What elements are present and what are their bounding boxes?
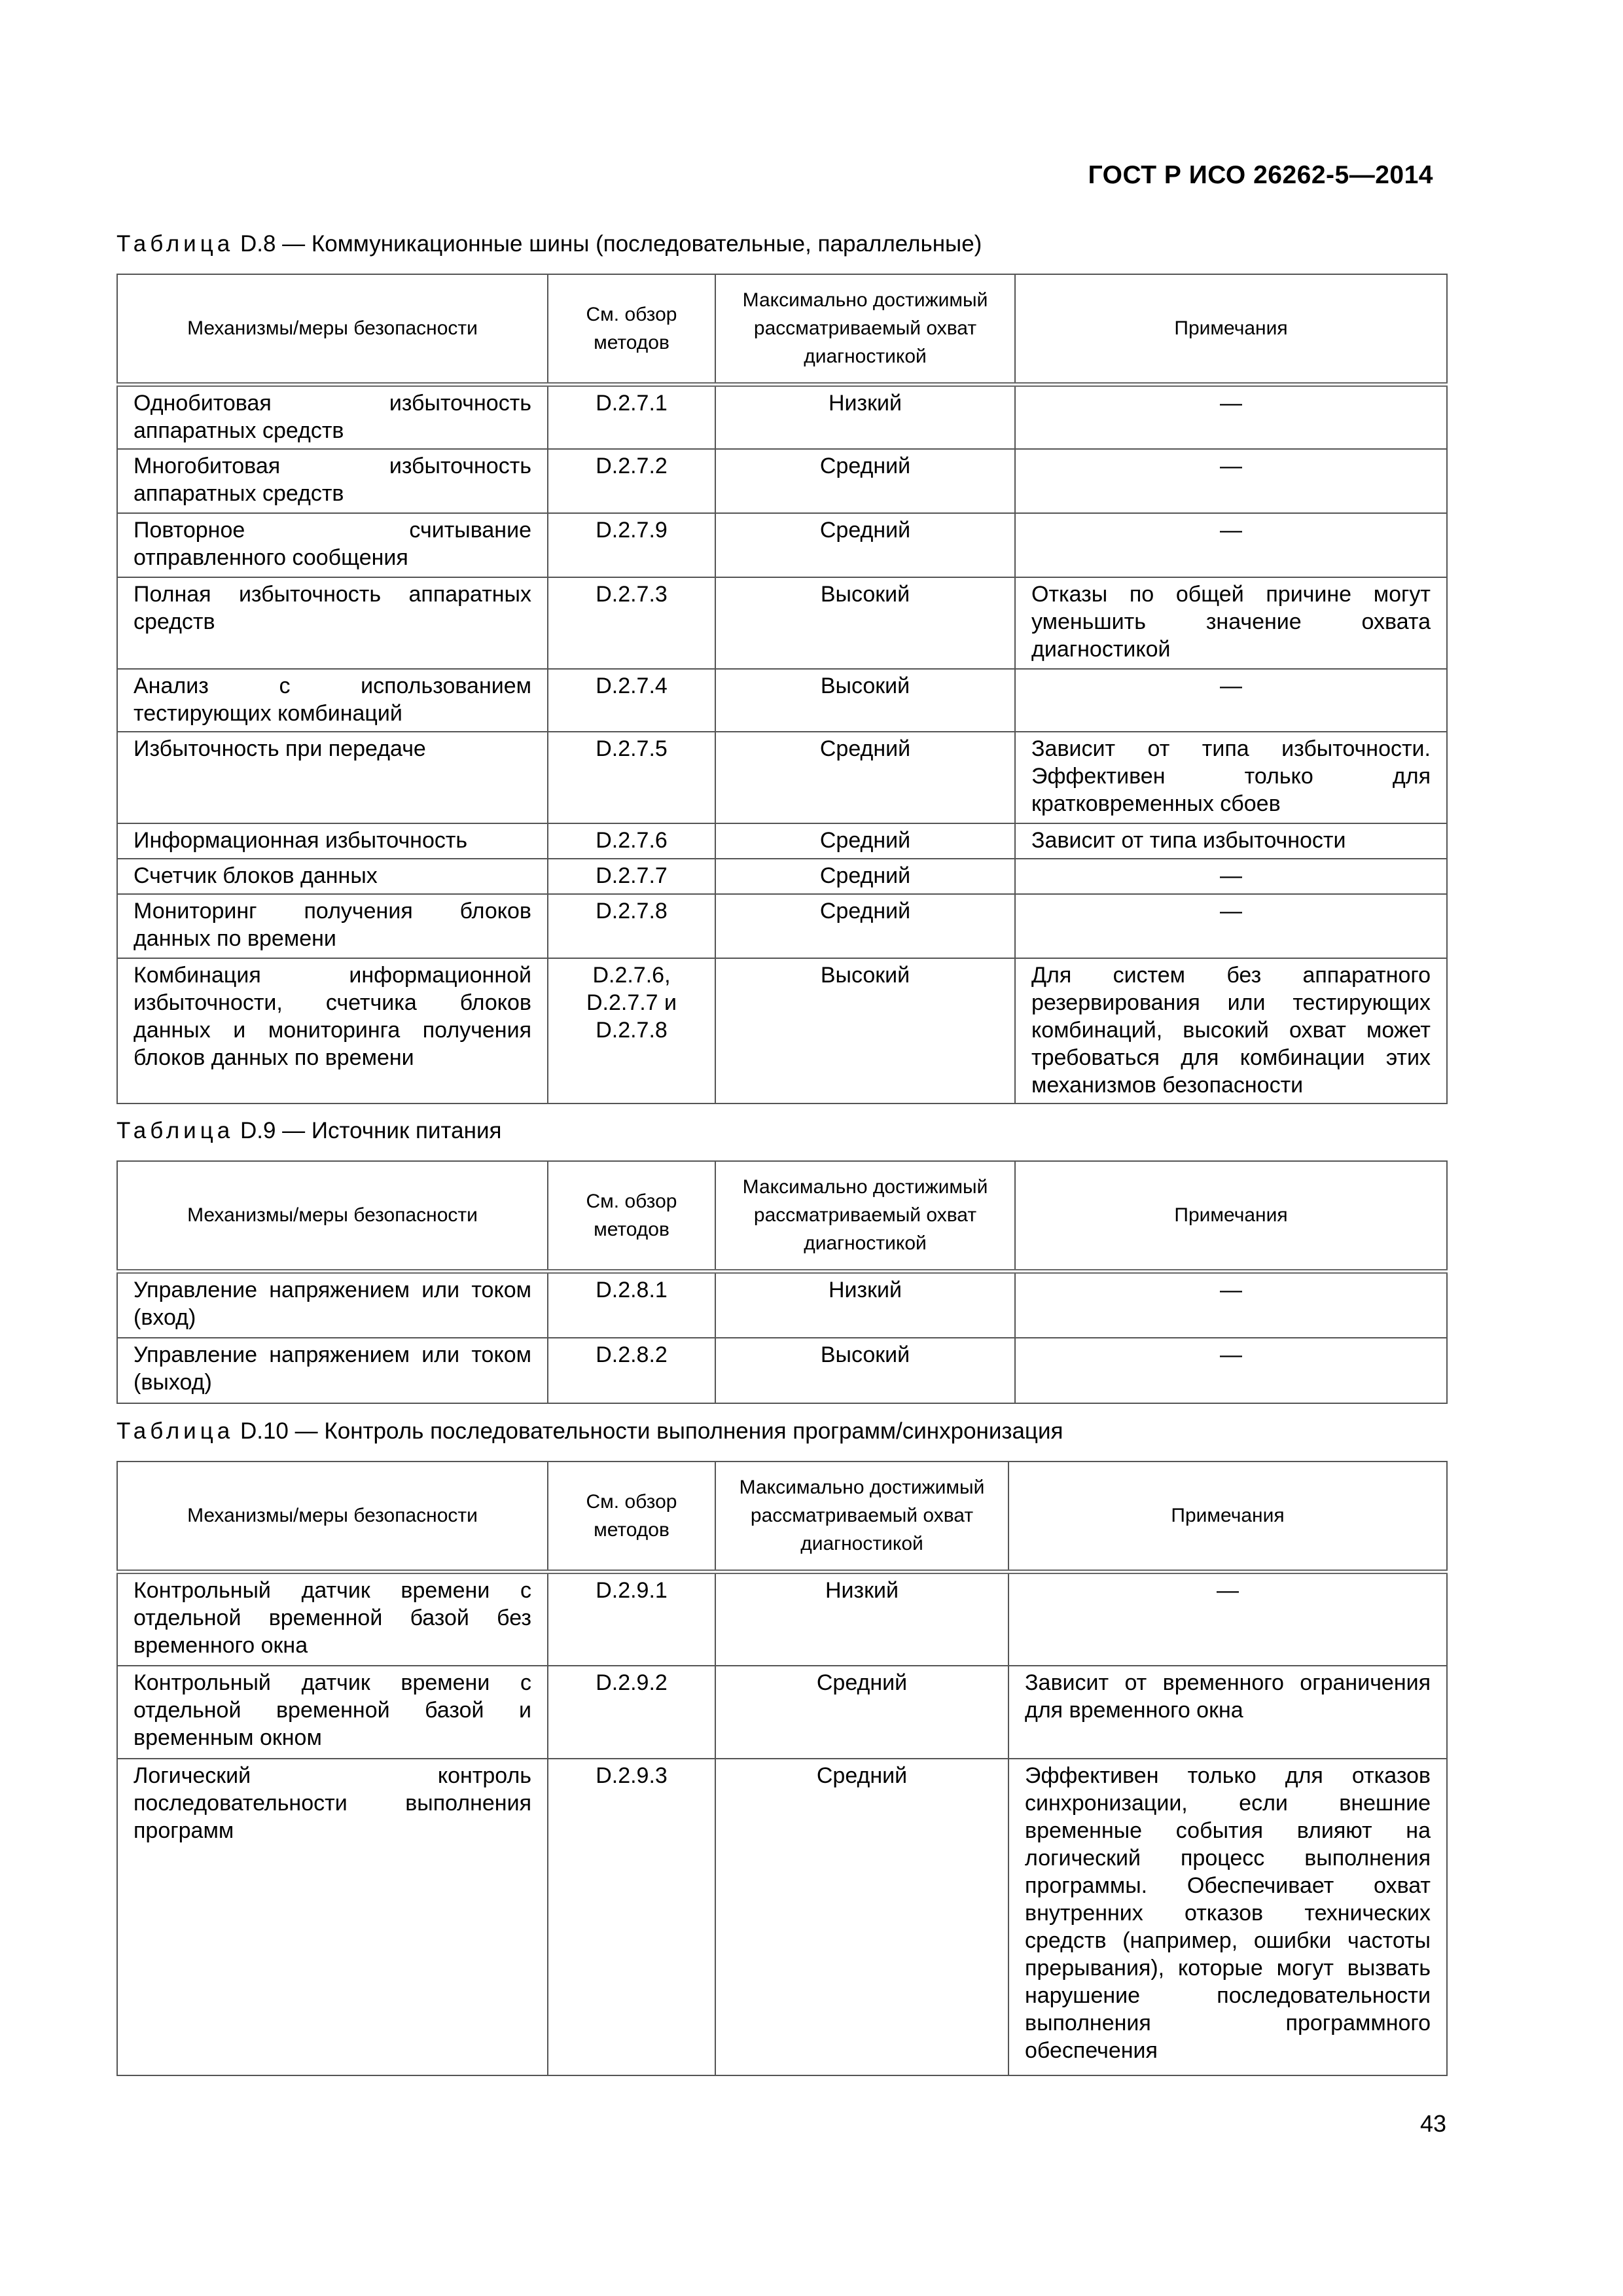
table-d9 [116,1160,1448,1404]
table-row [117,859,1447,894]
note-cell: Для систем без аппаратного резервирования или тестирующих комбинаций, высокий охват может требоваться для комбинации этих механизмов безопасности [1015,958,1447,1103]
coverage-cell: Высокий [715,577,1015,669]
coverage-cell: Низкий [715,1271,1015,1338]
document-header: ГОСТ Р ИСО 26262-5—2014 [1088,161,1433,189]
table-label: Таблица [116,1118,234,1143]
note-cell: — [1015,1271,1447,1338]
coverage-cell: Средний [715,732,1015,823]
coverage-cell: Средний [715,513,1015,577]
note-cell: — [1015,669,1447,732]
coverage-cell: Средний [715,894,1015,958]
mechanism-cell: Логический контроль последовательности выполнения программ [117,1759,548,2075]
mechanism-cell: Комбинация информационной избыточности, счетчика блоков данных и мониторинга получения блоков данных по времени [117,958,548,1103]
ref-cell: D.2.9.1 [548,1571,715,1666]
page-number: 43 [1419,2110,1446,2137]
mechanism-cell: Полная избыточность аппаратных средств [117,577,548,669]
table-caption-d10 [116,1418,1063,1445]
column-header-ref: См. обзор методов [548,1161,715,1271]
column-header-ref: См. обзор методов [548,274,715,384]
note-cell: Эффективен только для отказов синхронизации, если внешние временные события влияют на логический процесс выполнения программы. Обеспечивает охват внутренних отказов технических средств (например, ошибки частоты прерывания), которые могут вызвать нарушение последовательности выполнения программного обеспечения [1008,1759,1447,2075]
mechanism-cell: Управление напряжением или током (вход) [117,1271,548,1338]
coverage-cell: Средний [715,859,1015,894]
table-title: D.9 — Источник питания [240,1118,502,1143]
note-cell: — [1015,1338,1447,1403]
ref-cell: D.2.7.9 [548,513,715,577]
ref-cell: D.2.8.2 [548,1338,715,1403]
table-label: Таблица [116,1418,234,1444]
column-header-note: Примечания [1015,1161,1447,1271]
mechanism-cell: Контрольный датчик времени с отдельной временной базой и временным окном [117,1666,548,1759]
mechanism-cell: Избыточность при передаче [117,732,548,823]
coverage-cell: Средний [715,1666,1008,1759]
ref-cell: D.2.7.8 [548,894,715,958]
column-header-mechanism: Механизмы/меры безопасности [117,1161,548,1271]
note-cell: — [1015,513,1447,577]
table-title: D.10 — Контроль последовательности выполнения программ/синхронизация [240,1418,1063,1444]
table-row [117,1338,1447,1403]
column-header-note: Примечания [1008,1462,1447,1571]
column-header-note: Примечания [1015,274,1447,384]
table-d10 [116,1461,1448,2076]
coverage-cell: Высокий [715,669,1015,732]
table-row [117,1759,1447,2075]
ref-cell: D.2.7.5 [548,732,715,823]
note-cell: — [1008,1571,1447,1666]
coverage-cell: Низкий [715,1571,1008,1666]
table-row [117,1271,1447,1338]
ref-cell: D.2.7.4 [548,669,715,732]
table-title: D.8 — Коммуникационные шины (последовательные, параллельные) [240,231,982,257]
ref-cell: D.2.7.7 [548,859,715,894]
note-cell: — [1015,449,1447,513]
table-row [117,1666,1447,1759]
mechanism-cell: Повторное считывание отправленного сообщения [117,513,548,577]
mechanism-cell: Мониторинг получения блоков данных по времени [117,894,548,958]
column-header-mechanism: Механизмы/меры безопасности [117,1462,548,1571]
table-row [117,732,1447,823]
ref-cell: D.2.9.2 [548,1666,715,1759]
table-row [117,449,1447,513]
table-row [117,669,1447,732]
ref-cell: D.2.7.6, D.2.7.7 и D.2.7.8 [548,958,715,1103]
coverage-cell: Высокий [715,1338,1015,1403]
coverage-cell: Средний [715,1759,1008,2075]
ref-cell: D.2.7.3 [548,577,715,669]
table-caption-d8 [116,230,982,258]
mechanism-cell: Информационная избыточность [117,823,548,859]
mechanism-cell: Однобитовая избыточность аппаратных средств [117,384,548,449]
note-cell: Отказы по общей причине могут уменьшить значение охвата диагностикой [1015,577,1447,669]
ref-cell: D.2.8.1 [548,1271,715,1338]
ref-cell: D.2.7.1 [548,384,715,449]
mechanism-cell: Анализ с использованием тестирующих комбинаций [117,669,548,732]
table-caption-d9 [116,1117,501,1145]
mechanism-cell: Счетчик блоков данных [117,859,548,894]
table-d8 [116,274,1448,1104]
note-cell: — [1015,384,1447,449]
coverage-cell: Высокий [715,958,1015,1103]
table-row [117,958,1447,1103]
coverage-cell: Средний [715,449,1015,513]
table-row [117,894,1447,958]
coverage-cell: Низкий [715,384,1015,449]
table-row [117,577,1447,669]
note-cell: Зависит от типа избыточности. Эффективен только для кратковременных сбоев [1015,732,1447,823]
note-cell: Зависит от временного ограничения для временного окна [1008,1666,1447,1759]
note-cell: — [1015,859,1447,894]
table-label: Таблица [116,231,234,257]
table-row [117,1571,1447,1666]
table-row [117,513,1447,577]
mechanism-cell: Контрольный датчик времени с отдельной временной базой без временного окна [117,1571,548,1666]
column-header-coverage: Максимально достижимый рассматриваемый охват диагностикой [715,274,1015,384]
note-cell: — [1015,894,1447,958]
column-header-coverage: Максимально достижимый рассматриваемый охват диагностикой [715,1161,1015,1271]
ref-cell: D.2.9.3 [548,1759,715,2075]
mechanism-cell: Управление напряжением или током (выход) [117,1338,548,1403]
ref-cell: D.2.7.6 [548,823,715,859]
coverage-cell: Средний [715,823,1015,859]
column-header-ref: См. обзор методов [548,1462,715,1571]
mechanism-cell: Многобитовая избыточность аппаратных средств [117,449,548,513]
column-header-mechanism: Механизмы/меры безопасности [117,274,548,384]
table-row [117,823,1447,859]
note-cell: Зависит от типа избыточности [1015,823,1447,859]
table-row [117,384,1447,449]
column-header-coverage: Максимально достижимый рассматриваемый охват диагностикой [715,1462,1008,1571]
ref-cell: D.2.7.2 [548,449,715,513]
